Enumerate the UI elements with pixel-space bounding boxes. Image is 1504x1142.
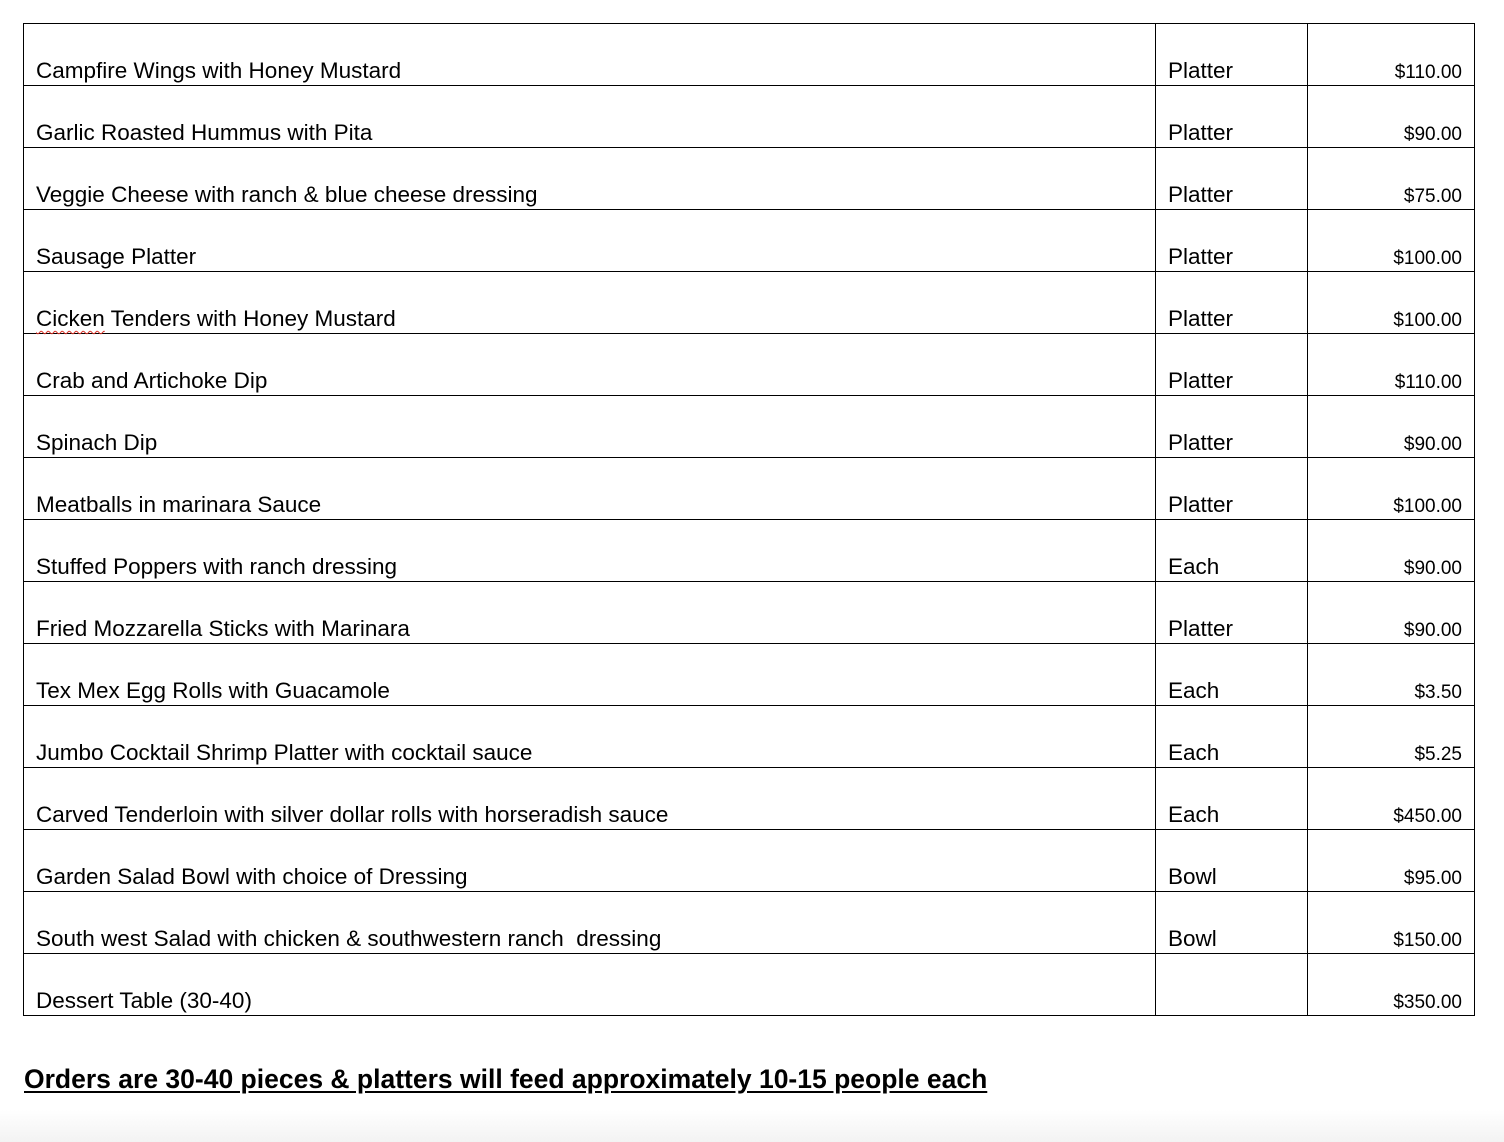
item-name: Spinach Dip	[24, 396, 1156, 458]
item-unit: Platter	[1156, 24, 1308, 86]
item-unit: Platter	[1156, 148, 1308, 210]
table-row	[24, 24, 1475, 86]
table-row	[24, 458, 1475, 520]
item-price: $350.00	[1308, 954, 1475, 1016]
table-row	[24, 830, 1475, 892]
item-unit: Platter	[1156, 396, 1308, 458]
item-name: Dessert Table (30-40)	[24, 954, 1156, 1016]
item-price: $100.00	[1308, 458, 1475, 520]
item-name: Jumbo Cocktail Shrimp Platter with cocktail sauce	[24, 706, 1156, 768]
item-unit: Each	[1156, 644, 1308, 706]
page-bottom-edge	[0, 1110, 1504, 1142]
item-name: Tex Mex Egg Rolls with Guacamole	[24, 644, 1156, 706]
table-row	[24, 768, 1475, 830]
item-unit: Platter	[1156, 582, 1308, 644]
footer-note: Orders are 30-40 pieces & platters will feed approximately 10-15 people each	[24, 1064, 988, 1094]
item-unit: Bowl	[1156, 892, 1308, 954]
item-unit: Platter	[1156, 86, 1308, 148]
table-row	[24, 396, 1475, 458]
item-unit: Each	[1156, 768, 1308, 830]
item-price: $450.00	[1308, 768, 1475, 830]
item-name: Fried Mozzarella Sticks with Marinara	[24, 582, 1156, 644]
table-row	[24, 520, 1475, 582]
table-row	[24, 334, 1475, 396]
table-row	[24, 210, 1475, 272]
item-unit: Each	[1156, 520, 1308, 582]
table-row	[24, 86, 1475, 148]
item-name: South west Salad with chicken & southwestern ranch dressing	[24, 892, 1156, 954]
table-row	[24, 892, 1475, 954]
item-name: Stuffed Poppers with ranch dressing	[24, 520, 1156, 582]
table-row	[24, 148, 1475, 210]
table-row	[24, 582, 1475, 644]
item-name: Crab and Artichoke Dip	[24, 334, 1156, 396]
item-unit: Platter	[1156, 272, 1308, 334]
item-name: Campfire Wings with Honey Mustard	[24, 24, 1156, 86]
item-price: $95.00	[1308, 830, 1475, 892]
item-unit: Platter	[1156, 458, 1308, 520]
item-price: $90.00	[1308, 86, 1475, 148]
table-row	[24, 272, 1475, 334]
item-name-rest: Tenders with Honey Mustard	[104, 306, 396, 331]
item-unit: Bowl	[1156, 830, 1308, 892]
item-price: $3.50	[1308, 644, 1475, 706]
item-name: Veggie Cheese with ranch & blue cheese dressing	[24, 148, 1156, 210]
item-name	[24, 272, 1156, 334]
item-price: $75.00	[1308, 148, 1475, 210]
item-name: Garden Salad Bowl with choice of Dressing	[24, 830, 1156, 892]
item-price: $100.00	[1308, 272, 1475, 334]
item-name: Meatballs in marinara Sauce	[24, 458, 1156, 520]
table-row	[24, 954, 1475, 1016]
item-name: Garlic Roasted Hummus with Pita	[24, 86, 1156, 148]
item-unit: Platter	[1156, 334, 1308, 396]
item-price: $150.00	[1308, 892, 1475, 954]
item-price: $90.00	[1308, 396, 1475, 458]
item-price: $5.25	[1308, 706, 1475, 768]
item-price: $90.00	[1308, 582, 1475, 644]
item-unit: Each	[1156, 706, 1308, 768]
item-name: Carved Tenderloin with silver dollar rolls with horseradish sauce	[24, 768, 1156, 830]
item-price: $90.00	[1308, 520, 1475, 582]
item-price: $110.00	[1308, 334, 1475, 396]
item-unit: Platter	[1156, 210, 1308, 272]
misspelled-word[interactable]: Cicken	[36, 306, 105, 331]
catering-menu-table	[23, 23, 1475, 1016]
table-row	[24, 644, 1475, 706]
item-price: $110.00	[1308, 24, 1475, 86]
item-unit	[1156, 954, 1308, 1016]
item-price: $100.00	[1308, 210, 1475, 272]
table-row	[24, 706, 1475, 768]
item-name: Sausage Platter	[24, 210, 1156, 272]
